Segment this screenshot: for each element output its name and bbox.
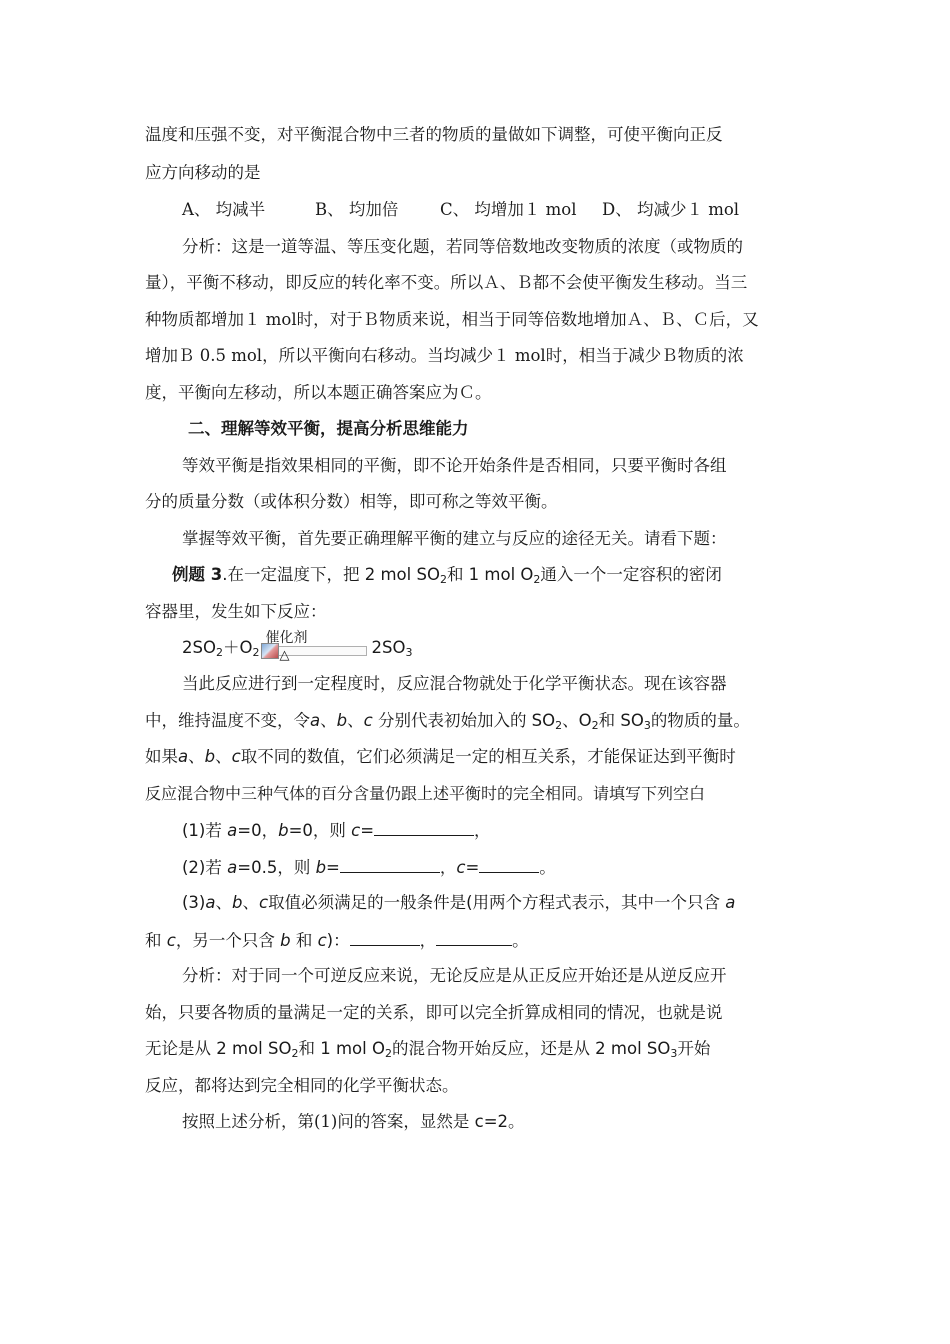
paragraph-line: 应方向移动的是	[145, 163, 261, 182]
analysis-line: 度，平衡向左移动，所以本题正确答案应为Ｃ。	[145, 383, 492, 402]
analysis-line: 分析：这是一道等温、等压变化题，若同等倍数地改变物质的浓度（或物质的	[182, 237, 743, 256]
answer-blank[interactable]	[479, 856, 539, 873]
paragraph-line: 当此反应进行到一定程度时，反应混合物就处于化学平衡状态。现在该容器	[182, 674, 727, 693]
question-3-cont: 和 c，另一个只含 b 和 c)： ， 。	[145, 931, 529, 950]
heat-symbol: △	[279, 648, 290, 663]
analysis-line: 分析：对于同一个可逆反应来说，无论反应是从正反应开始还是从逆反应开	[182, 966, 727, 985]
final-answer-line: 按照上述分析，第(1)问的答案，显然是 c=2。	[182, 1112, 525, 1131]
section-heading: 二、理解等效平衡，提高分析思维能力	[188, 419, 469, 438]
analysis-line: 种物质都增加１ mol时，对于Ｂ物质来说，相当于同等倍数地增加Ａ、Ｂ、Ｃ后，又	[145, 310, 759, 329]
analysis-line: 无论是从 2 mol $SO_2$和 1 mol $O_2$的混合物开始反应，还是从 2 mol $SO_3$开始	[145, 1039, 711, 1060]
intro-line: 掌握等效平衡，首先要正确理解平衡的建立与反应的途径无关。请看下题：	[182, 529, 727, 548]
answer-blank[interactable]	[374, 819, 474, 836]
option-c: C、 均增加１ mol	[440, 200, 577, 219]
analysis-line: 增加Ｂ 0.5 mol，所以平衡向右移动。当均减少１ mol时，相当于减少Ｂ物质的浓	[145, 346, 744, 365]
reversible-arrow	[261, 630, 367, 663]
option-b: B、 均加倍	[315, 200, 399, 219]
reaction-equation: $2SO_2+O_2$ 催化剂 △ $2SO_3$	[182, 630, 413, 663]
catalyst-label: 催化剂	[265, 630, 308, 646]
analysis-line: 反应，都将达到完全相同的化学平衡状态。	[145, 1076, 459, 1095]
option-a: A、 均减半	[182, 200, 266, 219]
definition-line: 分的质量分数（或体积分数）相等，即可称之等效平衡。	[145, 492, 558, 511]
question-1: (1)若 a=0，b=0，则 c= ，	[182, 821, 491, 840]
paragraph-line: 反应混合物中三种气体的百分含量仍跟上述平衡时的完全相同。请填写下列空白	[145, 784, 706, 803]
question-2: (2)若 a=0.5，则 b= ，c= 。	[182, 858, 556, 877]
answer-blank[interactable]	[436, 929, 512, 946]
answer-blank[interactable]	[350, 929, 420, 946]
option-d: D、 均减少１ mol	[602, 200, 740, 219]
analysis-line: 量），平衡不移动，即反应的转化率不变。所以Ａ、Ｂ都不会使平衡发生移动。当三	[145, 273, 748, 292]
analysis-line: 始，只要各物质的量满足一定的关系，即可以完全折算成相同的情况，也就是说	[145, 1003, 723, 1022]
example-line: 例题 3.在一定温度下，把 2 mol $SO_2$和 1 mol $O_2$通入一个一定容积的密闭	[172, 565, 722, 586]
answer-blank[interactable]	[340, 856, 440, 873]
answer-options	[182, 199, 852, 221]
paragraph-line: 温度和压强不变，对平衡混合物中三者的物质的量做如下调整，可使平衡向正反	[145, 125, 723, 144]
example-line: 容器里，发生如下反应：	[145, 602, 327, 621]
paragraph-line: 如果a、b、c取不同的数值，它们必须满足一定的相互关系，才能保证达到平衡时	[145, 747, 736, 766]
example-label: 例题 3	[172, 565, 223, 584]
definition-line: 等效平衡是指效果相同的平衡，即不论开始条件是否相同，只要平衡时各组	[182, 456, 727, 475]
question-3: (3)a、b、c取值必须满足的一般条件是(用两个方程式表示，其中一个只含 a	[182, 893, 736, 912]
paragraph-line: 中，维持温度不变，令a、b、c 分别代表初始加入的 $SO_2$、$O_2$和 $SO_3$的物质的量。	[145, 711, 750, 732]
